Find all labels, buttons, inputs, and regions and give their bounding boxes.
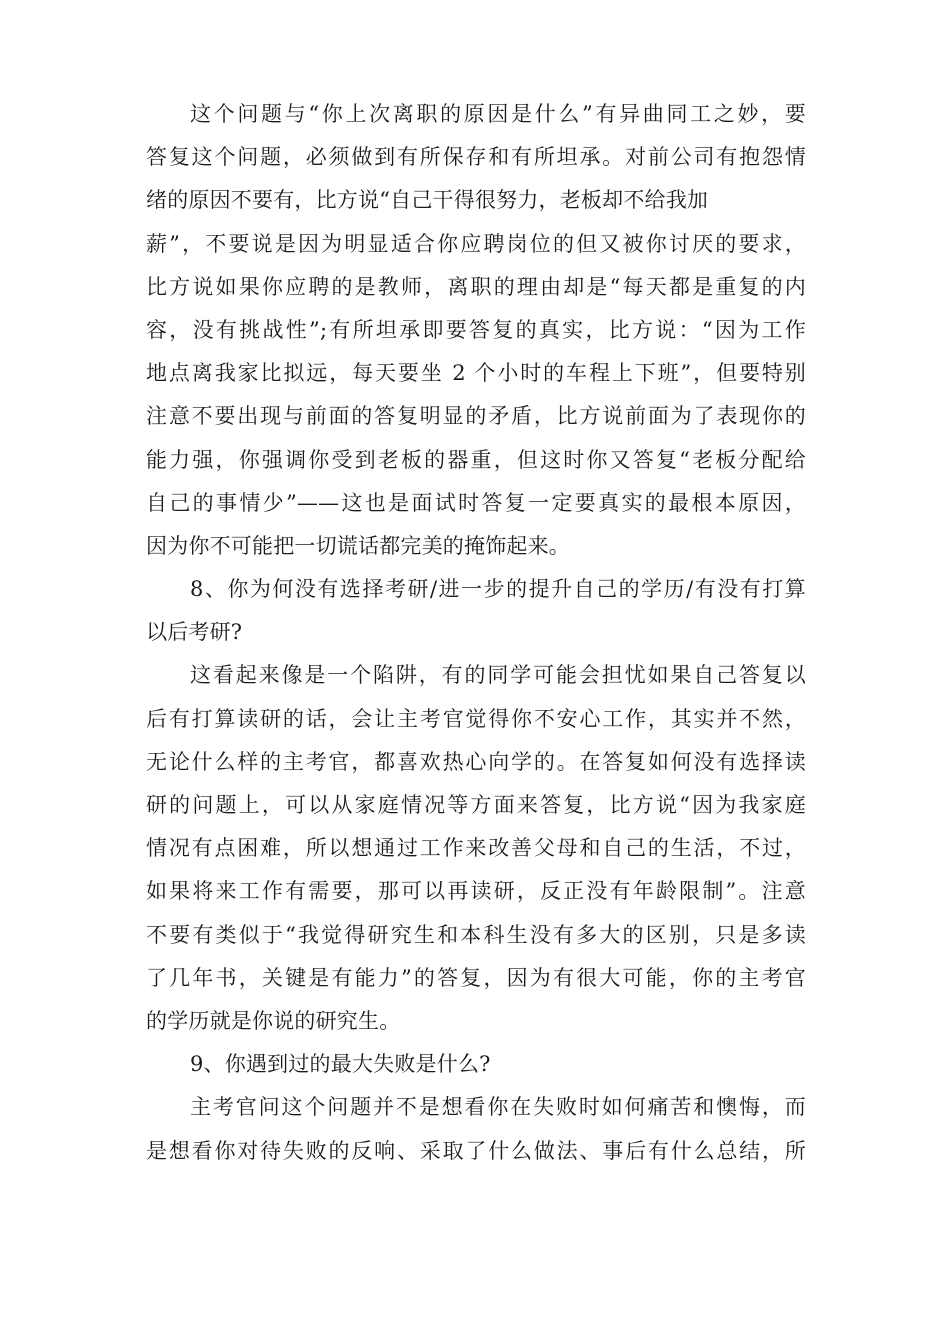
- question-heading: 以后考研?: [146, 620, 243, 645]
- text-line: 注意不要出现与前面的答复明显的矛盾，比方说前面为了表现你的: [146, 404, 806, 429]
- text-line: 比方说如果你应聘的是教师，离职的理由却是“每天都是重复的内: [146, 274, 806, 299]
- text-line: 如果将来工作有需要，那可以再读研，反正没有年龄限制”。注意: [146, 879, 806, 904]
- text-line: 地点离我家比拟远，每天要坐 2 个小时的车程上下班”，但要特别: [146, 361, 806, 386]
- text-line: 了几年书，关键是有能力”的答复，因为有很大可能，你的主考官: [146, 965, 806, 990]
- text-line: 后有打算读研的话，会让主考官觉得你不安心工作，其实并不然，: [146, 706, 806, 731]
- text-line: 能力强，你强调你受到老板的器重，但这时你又答复“老板分配给: [146, 447, 806, 472]
- text-line: 这看起来像是一个陷阱，有的同学可能会担忧如果自己答复以: [190, 663, 806, 688]
- text-line: 这个问题与“你上次离职的原因是什么”有异曲同工之妙，要: [190, 102, 806, 126]
- question-heading: 8、你为何没有选择考研/进一步的提升自己的学历/有没有打算: [190, 577, 806, 602]
- text-line: 绪的原因不要有，比方说“自己干得很努力，老板却不给我加: [146, 188, 709, 213]
- body-text: [146, 93, 806, 1173]
- text-line: 主考官问这个问题并不是想看你在失败时如何痛苦和懊悔，而: [190, 1095, 806, 1120]
- text-line: 不要有类似于“我觉得研究生和本科生没有多大的区别，只是多读: [146, 922, 806, 947]
- text-line: 是想看你对待失败的反响、采取了什么做法、事后有什么总结，所: [146, 1138, 806, 1163]
- text-line: 自己的事情少”——这也是面试时答复一定要真实的最根本原因，: [146, 490, 806, 515]
- text-line: 研的问题上，可以从家庭情况等方面来答复，比方说“因为我家庭: [146, 793, 806, 817]
- text-line: 无论什么样的主考官，都喜欢热心向学的。在答复如何没有选择读: [146, 749, 806, 774]
- text-line: 情况有点困难，所以想通过工作来改善父母和自己的生活，不过，: [146, 836, 806, 861]
- text-line: 薪”，不要说是因为明显适合你应聘岗位的但又被你讨厌的要求，: [146, 231, 806, 256]
- text-line: 的学历就是你说的研究生。: [146, 1008, 401, 1033]
- text-line: 容，没有挑战性”;有所坦承即要答复的真实，比方说：“因为工作: [146, 317, 806, 342]
- question-heading: 9、你遇到过的最大失败是什么?: [190, 1052, 491, 1077]
- text-line: 因为你不可能把一切谎话都完美的掩饰起来。: [146, 533, 570, 558]
- text-line: 答复这个问题，必须做到有所保存和有所坦承。对前公司有抱怨情: [146, 145, 806, 170]
